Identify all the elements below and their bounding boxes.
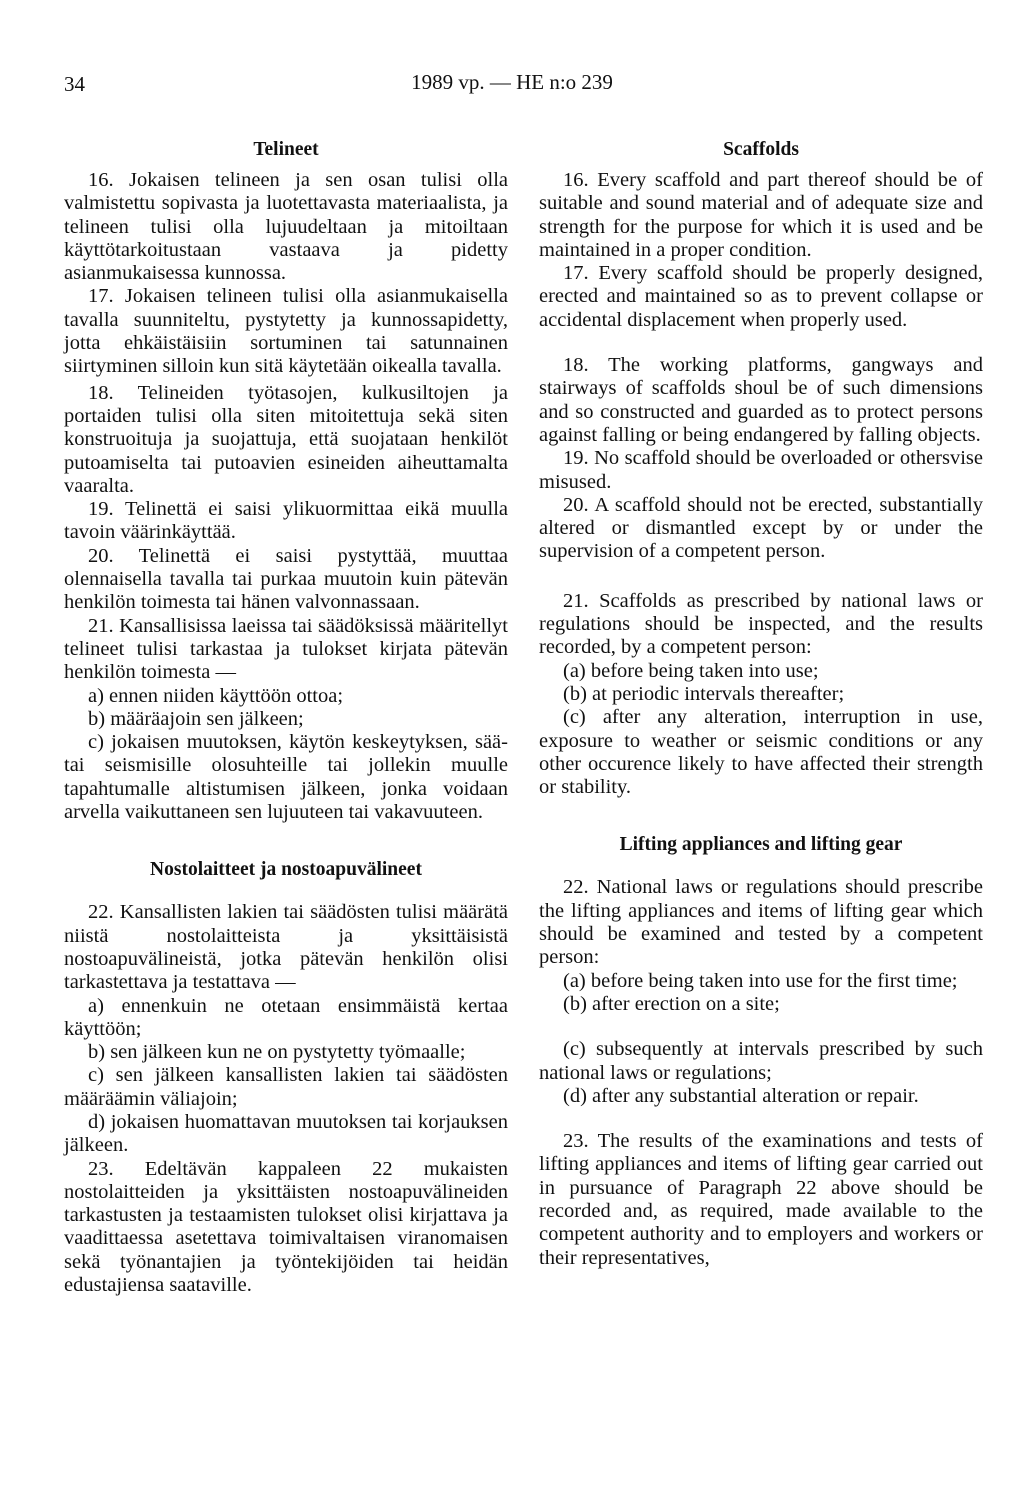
paragraph-21b-en: (b) at periodic intervals thereafter; [563, 682, 845, 705]
paragraph-21c-fi: c) jokaisen muutoksen, käytön keskeytyksen, sää- tai seismisille olosuhteille tai jollekin muulle tapahtumalle altistumisen jälkeen, jonka voidaan arvella vaikuttaneen sen lujuuteen tai vakavuuteen. [64, 731, 508, 824]
finnish-column [64, 138, 508, 1297]
paragraph-21-en: 21. Scaffolds as prescribed by national laws or regulations should be inspected, and the results recorded, by a competent person: [539, 589, 983, 659]
english-column [539, 138, 983, 1270]
paragraph-22d-fi: d) jokaisen huomattavan muutoksen tai korjauksen jälkeen. [64, 1110, 508, 1157]
paragraph-22b-fi: b) sen jälkeen kun ne on pystytetty työmaalle; [88, 1041, 466, 1064]
paragraph-21a-fi: a) ennen niiden käyttöön ottoa; [88, 684, 344, 707]
paragraph-16-en: 16. Every scaffold and part thereof should be of suitable and sound material and of adequate size and strength for the purpose for which it is used and be maintained in a proper condition. [539, 169, 983, 261]
paragraph-19-en: 19. No scaffold should be overloaded or othersvise misused. [539, 447, 983, 493]
running-head: 1989 vp. — HE n:o 239 [411, 70, 613, 94]
section-heading-nostolaitteet: Nostolaitteet ja nostoapuvälineet [150, 859, 422, 881]
paragraph-21c-en: (c) after any alteration, interruption in use, exposure to weather or seismic conditions or any other occurence likely to have affected their strength or stability. [539, 706, 983, 799]
paragraph-22-en: 22. National laws or regulations should prescribe the lifting appliances and items of lifting gear which should be examined and tested by a competent person: [539, 876, 983, 969]
paragraph-17-en: 17. Every scaffold should be properly designed, erected and maintained so as to prevent collapse or accidental displacement when properly used. [539, 262, 983, 331]
paragraph-23-fi: 23. Edeltävän kappaleen 22 mukaisten nostolaitteiden ja yksittäisten nostoapuvälineiden tarkastusten ja testaamisten tulokset olisi kirjattava ja vaadittaessa asetettava toimivaltaisen viranomaisen sekä työnantajien ja työntekijöiden tai heidän edustajiensa saataville. [64, 1157, 508, 1297]
paragraph-20-en: 20. A scaffold should not be erected, substantially altered or dismantled except by or under the supervision of a competent person. [539, 493, 983, 563]
paragraph-22c-fi: c) sen jälkeen kansallisten lakien tai säädösten määräämin väliajoin; [64, 1064, 508, 1110]
paragraph-22-fi: 22. Kansallisten lakien tai säädösten tulisi määrätä niistä nostolaitteista ja yksittäisistä nostoapuvälineistä, jotka pätevän henkilön olisi tarkastettava ja testattava — [64, 901, 508, 994]
paragraph-22b-en: (b) after erection on a site; [563, 992, 780, 1015]
paragraph-21a-en: (a) before being taken into use; [563, 659, 819, 682]
paragraph-17-fi: 17. Jokaisen telineen tulisi olla asianmukaisella tavalla suunniteltu, pystytetty ja kunnossapidetty, jotta ehkäistäisiin sortuminen tai satunnainen siirtyminen silloin kun sitä käytetään oikealla tavalla. [64, 285, 508, 378]
paragraph-16-fi: 16. Jokaisen telineen ja sen osan tulisi olla valmistettu sopivasta ja luotettavasta materiaalista, ja telineen tulisi olla lujuudeltaan ja mitoiltaan käyttötarkoitustaan vastaava ja pidetty asianmukaisessa kunnossa. [64, 169, 508, 285]
paragraph-22c-en: (c) subsequently at intervals prescribed by such national laws or regulations; [539, 1038, 983, 1084]
section-heading-scaffolds: Scaffolds [723, 139, 799, 160]
paragraph-21b-fi: b) määräajoin sen jälkeen; [88, 707, 304, 730]
page-header [0, 70, 1024, 100]
page-number: 34 [64, 72, 85, 96]
paragraph-20-fi: 20. Telinettä ei saisi pystyttää, muuttaa olennaisella tavalla tai purkaa muutoin kuin pätevän henkilön toimesta tai hänen valvonnassaan. [64, 544, 508, 614]
paragraph-22a-en: (a) before being taken into use for the first time; [563, 969, 958, 992]
paragraph-22a-fi: a) ennenkuin ne otetaan ensimmäistä kertaa käyttöön; [64, 994, 508, 1040]
paragraph-21-fi: 21. Kansallisissa laeissa tai säädöksissä määritellyt telineet tulisi tarkastaa ja tulokset kirjata pätevän henkilön toimesta — [64, 614, 508, 684]
section-heading-lifting-appliances: Lifting appliances and lifting gear [619, 834, 903, 856]
paragraph-23-en: 23. The results of the examinations and tests of lifting appliances and items of lifting gear carried out in pursuance of Paragraph 22 above should be recorded and, as required, made available to the competent authority and to employers and workers or their representatives, [539, 1130, 983, 1269]
paragraph-18-fi: 18. Telineiden työtasojen, kulkusiltojen ja portaiden tulisi olla siten mitoitettuja sekä siten konstruoituja ja suojattuja, että suojataan henkilöt putoamiselta tai putoavien esineiden aiheuttamalta vaaralta. [64, 381, 508, 497]
paragraph-19-fi: 19. Telinettä ei saisi ylikuormittaa eikä muulla tavoin väärinkäyttää. [64, 498, 508, 544]
paragraph-18-en: 18. The working platforms, gangways and stairways of scaffolds shoul be of such dimensions and so constructed and guarded as to protect persons against falling or being endangered by falling objects. [539, 354, 983, 446]
section-heading-telineet: Telineet [253, 139, 319, 160]
paragraph-22d-en: (d) after any substantial alteration or repair. [563, 1084, 919, 1107]
